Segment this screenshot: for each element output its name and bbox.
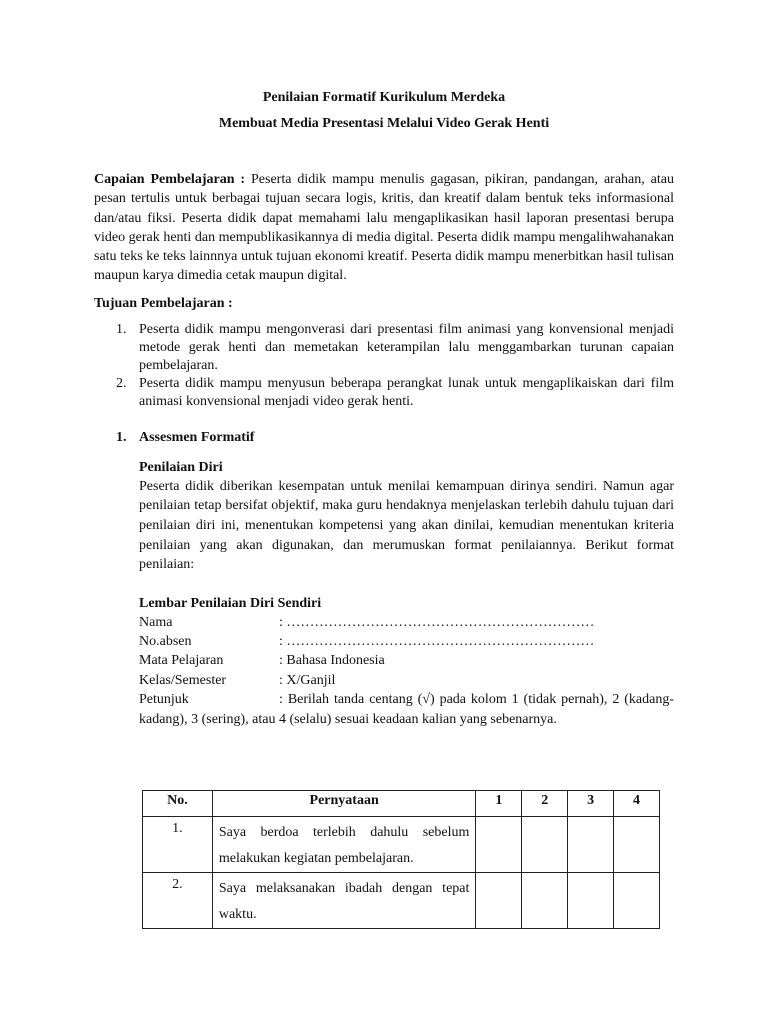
petunjuk-text: : Berilah tanda centang (√) pada kolom 1 (tidak pernah), 2 (kadang-kadang), 3 (sering), atau 4 (selalu) sesuai keadaan kalian yang sebenarnya. <box>139 691 674 727</box>
list-item-text: Peserta didik mampu menyusun beberapa perangkat lunak untuk mengaplikaiskan dari film animasi konvensional menjadi video gerak henti. <box>139 375 674 409</box>
penilaian-diri-text: Peserta didik diberikan kesempatan untuk menilai kemampuan dirinya sendiri. Namun agar penilaian tetap bersifat objektif, maka guru hendaknya menjelaskan terlebih dahulu tujuan dari penilaian diri ini, menentukan kompetensi yang akan dinilai, kemudian menentukan kriteria penilaian yang akan digunakan, dan merumuskan format penilaiannya. Berikut format penilaian: <box>139 478 674 573</box>
row-number: 1. <box>143 817 213 873</box>
asesmen-content <box>139 458 674 729</box>
score-cell-2[interactable] <box>522 817 568 873</box>
penilaian-diri-title: Penilaian Diri <box>139 459 223 475</box>
table-row <box>143 873 660 929</box>
document-page <box>94 88 674 729</box>
document-subtitle: Membuat Media Presentasi Melalui Video Gerak Henti <box>218 116 550 131</box>
score-cell-4[interactable] <box>614 873 660 929</box>
capaian-paragraph <box>94 170 674 286</box>
assessment-table <box>142 790 660 929</box>
form-row-kelas <box>139 671 674 690</box>
column-header-1: 1 <box>476 791 522 817</box>
list-item <box>94 375 674 411</box>
table-row <box>143 817 660 873</box>
petunjuk-row <box>139 690 674 729</box>
form-row-mapel <box>139 651 674 670</box>
list-item <box>94 321 674 375</box>
column-header-pernyataan: Pernyataan <box>212 791 476 817</box>
petunjuk-label: Petunjuk <box>139 691 189 707</box>
field-label: Nama <box>139 614 173 630</box>
list-item-number: 2. <box>116 375 127 391</box>
field-label: No.absen <box>139 634 192 650</box>
score-cell-3[interactable] <box>568 817 614 873</box>
list-item-number: 1. <box>116 321 127 337</box>
column-header-3: 3 <box>568 791 614 817</box>
tujuan-list <box>94 321 674 411</box>
column-header-2: 2 <box>522 791 568 817</box>
field-value: : ………………………………………………………… <box>279 614 595 630</box>
field-value: : ………………………………………………………… <box>279 634 595 650</box>
score-cell-3[interactable] <box>568 873 614 929</box>
row-statement: Saya melaksanakan ibadah dengan tepat waktu. <box>212 873 476 929</box>
row-statement: Saya berdoa terlebih dahulu sebelum melakukan kegiatan pembelajaran. <box>212 817 476 873</box>
column-header-4: 4 <box>614 791 660 817</box>
lembar-title: Lembar Penilaian Diri Sendiri <box>139 595 322 611</box>
table-header-row <box>143 791 660 817</box>
field-value: : Bahasa Indonesia <box>279 653 385 669</box>
score-cell-1[interactable] <box>476 817 522 873</box>
form-row-nama <box>139 613 674 632</box>
field-value: : X/Ganjil <box>279 672 336 688</box>
score-cell-2[interactable] <box>522 873 568 929</box>
section-title: Assesmen Formatif <box>139 429 255 445</box>
asesmen-heading <box>94 428 674 447</box>
score-cell-4[interactable] <box>614 817 660 873</box>
field-label: Kelas/Semester <box>139 672 227 688</box>
row-number: 2. <box>143 873 213 929</box>
capaian-text: Peserta didik mampu menulis gagasan, pikiran, pandangan, arahan, atau pesan tertulis untuk berbagai tujuan secara logis, kritis, dan kreatif dalam bentuk teks informasional dan/atau fiksi. Peserta didik dapat memahami lalu mengaplikasikan hasil laporan presentasi berupa video gerak henti dan mempublikasikannya di media digital. Peserta didik mampu mengalihwahanakan satu teks ke teks lainnnya untuk tujuan ekonomi kreatif. Peserta didik mampu menerbitkan hasil tulisan maupun karya dimedia cetak maupun digital. <box>94 172 674 284</box>
form-row-absen <box>139 632 674 651</box>
score-cell-1[interactable] <box>476 873 522 929</box>
column-header-no: No. <box>143 791 213 817</box>
section-number: 1. <box>116 429 127 445</box>
document-title: Penilaian Formatif Kurikulum Merdeka <box>262 90 506 105</box>
field-label: Mata Pelajaran <box>139 653 224 669</box>
list-item-text: Peserta didik mampu mengonverasi dari presentasi film animasi yang konvensional menjadi metode gerak henti dan memetakan keterampilan lalu menggambarkan turunan capaian pembelajaran. <box>139 321 674 373</box>
tujuan-heading: Tujuan Pembelajaran : <box>94 295 233 311</box>
capaian-label: Capaian Pembelajaran : <box>94 172 246 187</box>
